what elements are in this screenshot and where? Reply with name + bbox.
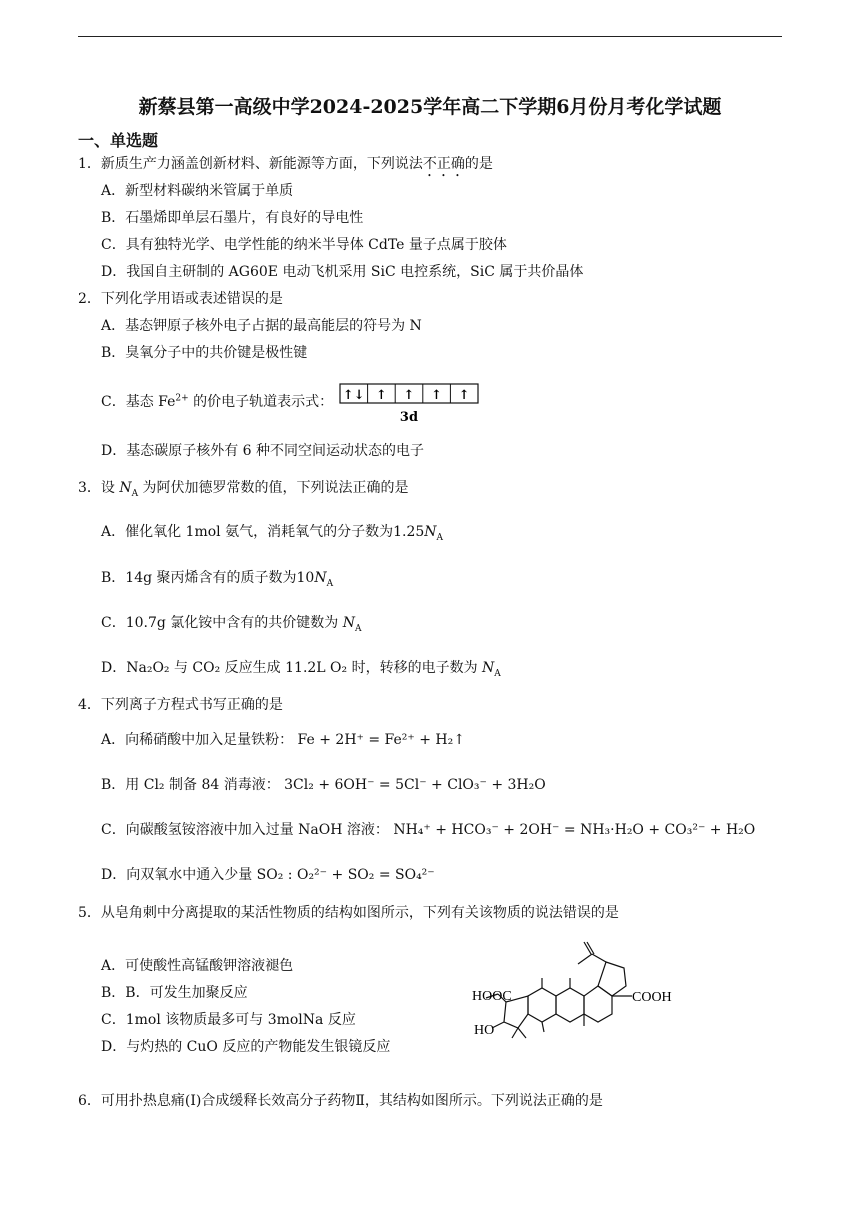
q4-option-b: B．用 Cl₂ 制备 84 消毒液： 3Cl₂ + 6OH⁻ = 5Cl⁻ + ClO₃⁻ + 3H₂O bbox=[101, 777, 546, 793]
q1-option-b: B．石墨烯即单层石墨片，有良好的导电性 bbox=[101, 210, 364, 226]
emphasis-not-correct: 不正确 bbox=[422, 156, 465, 172]
orbital-label: 3d bbox=[399, 410, 419, 425]
q2-option-c: C．基态 $Fe^{2+}$ 的价电子轨道表示式： bbox=[101, 393, 334, 410]
q4-option-c: C．向碳酸氢铵溶液中加入过量 NaOH 溶液： NH₄⁺ + HCO₃⁻ + 2OH⁻ = NH₃·H₂O + CO₃²⁻ + H₂O bbox=[101, 822, 756, 838]
q4-option-a: A．向稀硝酸中加入足量铁粉： Fe + 2H⁺ = Fe²⁺ + H₂↑ bbox=[101, 732, 465, 748]
q1-option-c: C．具有独特光学、电学性能的纳米半导体 CdTe 量子点属于胶体 bbox=[101, 237, 507, 253]
q4-option-d: D．向双氧水中通入少量 SO₂ : O₂²⁻ + SO₂ = SO₄²⁻ bbox=[101, 867, 435, 883]
q3-option-c: C．10.7g 氯化铵中含有的共价键数为 $N_A$ bbox=[101, 615, 362, 634]
section-heading: 一、单选题 bbox=[78, 131, 159, 150]
question-1-stem: 1．新质生产力涵盖创新材料、新能源等方面，下列说法不正确的是 bbox=[78, 156, 493, 172]
top-rule bbox=[78, 36, 782, 37]
q2-option-b: B．臭氧分子中的共价键是极性键 bbox=[101, 345, 308, 361]
question-5-stem: 5．从皂角刺中分离提取的某活性物质的结构如图所示，下列有关该物质的说法错误的是 bbox=[78, 905, 619, 921]
q2-option-d: D．基态碳原子核外有 6 种不同空间运动状态的电子 bbox=[101, 443, 425, 459]
q2-option-a: A．基态钾原子核外电子占据的最高能层的符号为 N bbox=[101, 318, 422, 334]
molecular-structure-diagram bbox=[466, 940, 686, 1070]
question-4-stem: 4．下列离子方程式书写正确的是 bbox=[78, 697, 283, 713]
orbital-arrow-5: ↑ bbox=[458, 388, 470, 403]
orbital-arrow-1: ↑↓ bbox=[342, 388, 365, 403]
question-2-stem: 2．下列化学用语或表述错误的是 bbox=[78, 291, 283, 307]
q3-option-b: B．14g 聚丙烯含有的质子数为$10N_A$ bbox=[101, 570, 334, 589]
q3-option-a: A．催化氧化 1mol 氨气，消耗氧气的分子数为$1.25N_A$ bbox=[101, 524, 444, 543]
label-hooc: HOOC bbox=[472, 989, 512, 1004]
label-ho: HO bbox=[474, 1023, 495, 1038]
q3-option-d: D．Na₂O₂ 与 CO₂ 反应生成 11.2L O₂ 时，转移的电子数为 $N_A$ bbox=[101, 660, 501, 679]
q1-option-a: A．新型材料碳纳米管属于单质 bbox=[101, 183, 294, 199]
orbital-arrow-4: ↑ bbox=[431, 388, 443, 403]
orbital-arrow-2: ↑ bbox=[375, 388, 387, 403]
q5-option-b: B．B．可发生加聚反应 bbox=[101, 985, 248, 1001]
q5-option-a: A．可使酸性高锰酸钾溶液褪色 bbox=[101, 958, 294, 974]
page-title: 新蔡县第一高级中学2024-2025学年高二下学期6月份月考化学试题 bbox=[138, 96, 722, 118]
question-6-stem: 6．可用扑热息痛(Ⅰ)合成缓释长效高分子药物Ⅱ，其结构如图所示。下列说法正确的是 bbox=[78, 1093, 603, 1109]
q1-option-d: D．我国自主研制的 AG60E 电动飞机采用 SiC 电控系统，SiC 属于共价晶体 bbox=[101, 264, 584, 280]
orbital-arrow-3: ↑ bbox=[403, 388, 415, 403]
orbital-diagram bbox=[339, 383, 481, 427]
label-cooh: COOH bbox=[632, 990, 672, 1005]
q5-option-c: C．1mol 该物质最多可与 3molNa 反应 bbox=[101, 1012, 356, 1028]
question-3-stem: 3．设 $N_A$ 为阿伏加德罗常数的值，下列说法正确的是 bbox=[78, 480, 409, 499]
q5-option-d: D．与灼热的 CuO 反应的产物能发生银镜反应 bbox=[101, 1039, 391, 1055]
